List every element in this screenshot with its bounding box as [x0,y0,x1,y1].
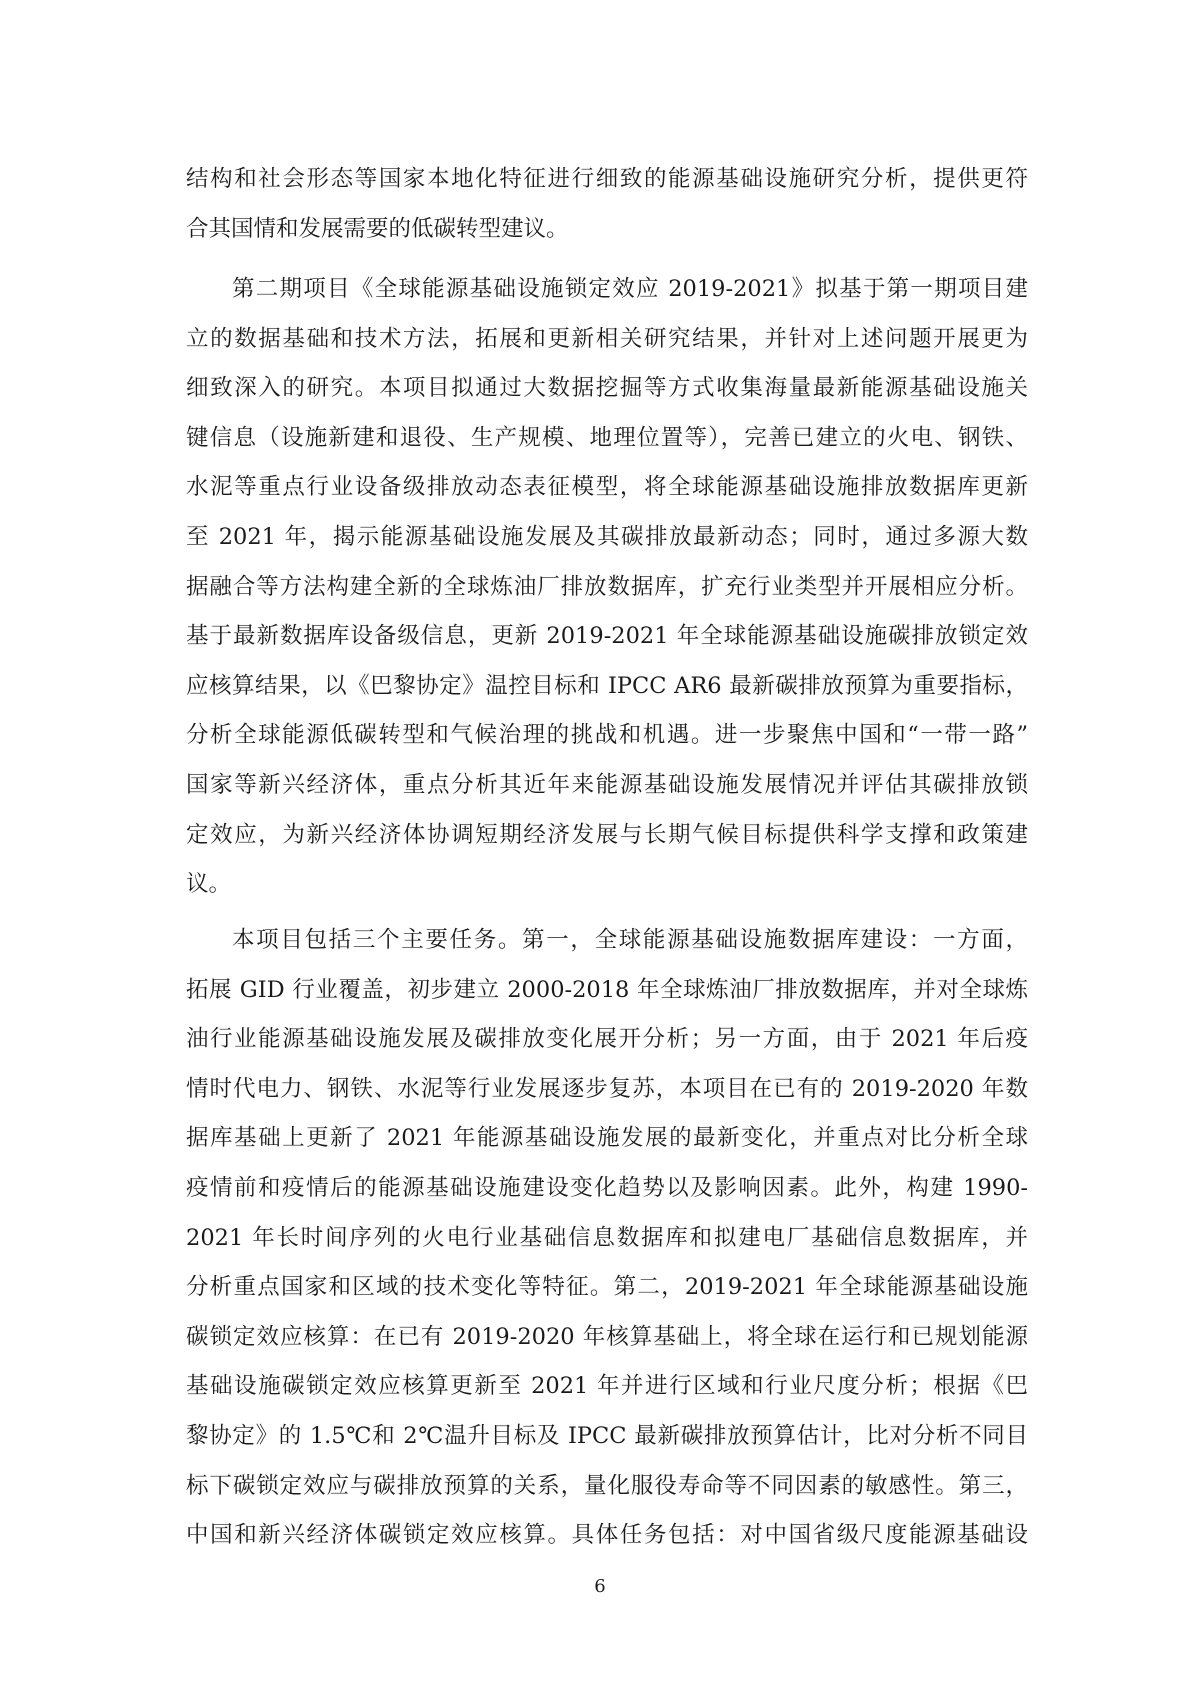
text-line: 国家等新兴经济体，重点分析其近年来能源基础设施发展情况并评估其碳排放锁 [186,771,1028,798]
text-line: 疫情前和疫情后的能源基础设施建设变化趋势以及影响因素。此外，构建 1990- [186,1174,1028,1201]
text-line: 分析重点国家和区域的技术变化等特征。第二，2019-2021 年全球能源基础设施 [186,1274,1028,1301]
text-line: 立的数据基础和技术方法，拓展和更新相关研究结果，并针对上述问题开展更为 [186,325,1028,352]
text-line: 水泥等重点行业设备级排放动态表征模型，将全球能源基础设施排放数据库更新 [186,474,1028,501]
text-line: 标下碳锁定效应与碳排放预算的关系，量化服役寿命等不同因素的敏感性。第三， [186,1472,1028,1499]
text-line: 据融合等方法构建全新的全球炼油厂排放数据库，扩充行业类型并开展相应分析。 [186,573,1028,600]
text-line: 议。 [186,871,232,898]
text-line: 定效应，为新兴经济体协调短期经济发展与长期气候目标提供科学支撑和政策建 [186,821,1028,848]
text-line: 碳锁定效应核算：在已有 2019-2020 年核算基础上，将全球在运行和已规划能源 [186,1323,1028,1350]
text-line: 键信息（设施新建和退役、生产规模、地理位置等），完善已建立的火电、钢铁、 [186,424,1028,451]
text-line: 第二期项目《全球能源基础设施锁定效应 2019-2021》拟基于第一期项目建 [232,276,1028,302]
text-line: 至 2021 年，揭示能源基础设施发展及其碳排放最新动态；同时，通过多源大数 [186,523,1028,550]
text-line: 黎协定》的 1.5℃和 2℃温升目标及 IPCC 最新碳排放预算估计，比对分析不同目 [186,1422,1028,1449]
text-line: 基于最新数据库设备级信息，更新 2019-2021 年全球能源基础设施碳排放锁定效 [186,623,1028,650]
paragraph-3 [186,916,1028,1561]
text-line: 2021 年长时间序列的火电行业基础信息数据库和拟建电厂基础信息数据库，并 [186,1224,1028,1251]
text-line: 基础设施碳锁定效应核算更新至 2021 年并进行区域和行业尺度分析；根据《巴 [186,1373,1028,1400]
text-line: 合其国情和发展需要的低碳转型建议。 [186,215,569,242]
text-line: 细致深入的研究。本项目拟通过大数据挖掘等方式收集海量最新能源基础设施关 [186,375,1028,402]
paragraph-1 [186,155,1028,254]
paragraph-2 [186,265,1028,910]
text-line: 本项目包括三个主要任务。第一，全球能源基础设施数据库建设：一方面， [232,927,1028,953]
text-line: 应核算结果，以《巴黎协定》温控目标和 IPCC AR6 最新碳排放预算为重要指标， [186,672,1028,699]
text-line: 分析全球能源低碳转型和气候治理的挑战和机遇。进一步聚焦中国和“一带一路” [186,722,1028,749]
text-line: 油行业能源基础设施发展及碳排放变化展开分析；另一方面，由于 2021 年后疫 [186,1026,1028,1053]
page-number: 6 [594,1576,606,1597]
text-line: 拓展 GID 行业覆盖，初步建立 2000-2018 年全球炼油厂排放数据库，并对全球炼 [186,976,1028,1003]
text-line: 中国和新兴经济体碳锁定效应核算。具体任务包括：对中国省级尺度能源基础设 [186,1522,1028,1549]
text-line: 据库基础上更新了 2021 年能源基础设施发展的最新变化，并重点对比分析全球 [186,1125,1028,1152]
text-line: 结构和社会形态等国家本地化特征进行细致的能源基础设施研究分析，提供更符 [186,166,1028,192]
text-line: 情时代电力、钢铁、水泥等行业发展逐步复苏，本项目在已有的 2019-2020 年数 [186,1075,1028,1102]
